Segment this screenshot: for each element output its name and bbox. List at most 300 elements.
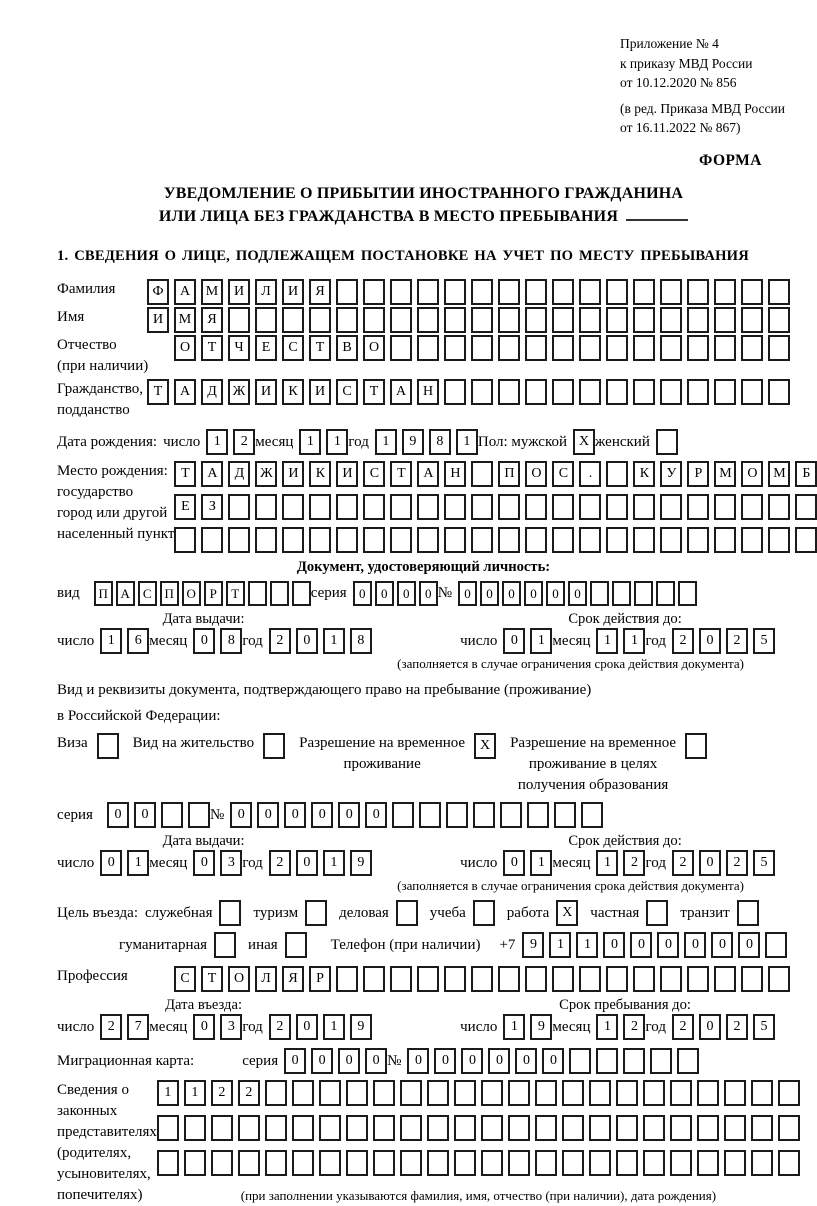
char-cell[interactable]	[157, 1115, 179, 1141]
char-cell[interactable]: А	[174, 279, 196, 305]
char-cell[interactable]	[633, 527, 655, 553]
char-cell[interactable]: Я	[201, 307, 223, 333]
char-cell[interactable]	[454, 1150, 476, 1176]
char-cell[interactable]: 1	[323, 850, 345, 876]
char-cell[interactable]	[373, 1080, 395, 1106]
char-cell[interactable]	[552, 279, 574, 305]
char-cell[interactable]	[633, 279, 655, 305]
char-cell[interactable]	[363, 307, 385, 333]
checkbox-cell[interactable]	[97, 733, 119, 759]
char-cell[interactable]	[471, 379, 493, 405]
char-cell[interactable]	[309, 307, 331, 333]
checkbox-cell[interactable]: X	[556, 900, 578, 926]
char-cell[interactable]	[309, 527, 331, 553]
char-cell[interactable]	[660, 335, 682, 361]
char-cell[interactable]	[508, 1080, 530, 1106]
char-cell[interactable]	[270, 581, 289, 606]
char-cell[interactable]	[446, 802, 468, 828]
char-cell[interactable]	[606, 279, 628, 305]
char-cell[interactable]	[778, 1150, 800, 1176]
char-cell[interactable]	[670, 1150, 692, 1176]
char-cell[interactable]: 1	[157, 1080, 179, 1106]
char-cell[interactable]	[741, 307, 763, 333]
char-cell[interactable]	[498, 379, 520, 405]
char-cell[interactable]	[238, 1115, 260, 1141]
char-cell[interactable]: 0	[480, 581, 499, 606]
char-cell[interactable]	[346, 1080, 368, 1106]
char-cell[interactable]: Н	[444, 461, 466, 487]
char-cell[interactable]	[471, 461, 493, 487]
char-cell[interactable]	[741, 279, 763, 305]
char-cell[interactable]	[471, 527, 493, 553]
char-cell[interactable]	[292, 1150, 314, 1176]
char-cell[interactable]: 0	[296, 850, 318, 876]
char-cell[interactable]: 8	[350, 628, 372, 654]
char-cell[interactable]: А	[201, 461, 223, 487]
char-cell[interactable]: 1	[326, 429, 348, 455]
char-cell[interactable]	[552, 527, 574, 553]
char-cell[interactable]	[633, 379, 655, 405]
char-cell[interactable]: М	[768, 461, 790, 487]
char-cell[interactable]	[590, 581, 609, 606]
char-cell[interactable]	[525, 335, 547, 361]
char-cell[interactable]: 0	[699, 628, 721, 654]
char-cell[interactable]	[336, 307, 358, 333]
char-cell[interactable]	[201, 527, 223, 553]
char-cell[interactable]: 1	[375, 429, 397, 455]
char-cell[interactable]	[392, 802, 414, 828]
char-cell[interactable]: Д	[201, 379, 223, 405]
char-cell[interactable]	[309, 494, 331, 520]
char-cell[interactable]	[400, 1115, 422, 1141]
char-cell[interactable]: П	[160, 581, 179, 606]
char-cell[interactable]: 0	[502, 581, 521, 606]
char-cell[interactable]	[741, 966, 763, 992]
char-cell[interactable]	[444, 494, 466, 520]
char-cell[interactable]: Ж	[255, 461, 277, 487]
char-cell[interactable]	[606, 494, 628, 520]
char-cell[interactable]	[643, 1080, 665, 1106]
char-cell[interactable]: М	[174, 307, 196, 333]
char-cell[interactable]	[535, 1115, 557, 1141]
char-cell[interactable]: 1	[184, 1080, 206, 1106]
char-cell[interactable]	[525, 279, 547, 305]
char-cell[interactable]	[481, 1115, 503, 1141]
char-cell[interactable]	[471, 307, 493, 333]
char-cell[interactable]	[500, 802, 522, 828]
char-cell[interactable]	[606, 461, 628, 487]
char-cell[interactable]: И	[147, 307, 169, 333]
char-cell[interactable]	[660, 307, 682, 333]
char-cell[interactable]: 0	[134, 802, 156, 828]
char-cell[interactable]	[633, 966, 655, 992]
char-cell[interactable]: К	[309, 461, 331, 487]
char-cell[interactable]: .	[579, 461, 601, 487]
char-cell[interactable]: 1	[549, 932, 571, 958]
char-cell[interactable]: 1	[100, 628, 122, 654]
char-cell[interactable]	[633, 335, 655, 361]
char-cell[interactable]: Ч	[228, 335, 250, 361]
char-cell[interactable]	[417, 527, 439, 553]
char-cell[interactable]	[778, 1080, 800, 1106]
char-cell[interactable]	[390, 279, 412, 305]
char-cell[interactable]	[678, 581, 697, 606]
char-cell[interactable]: Ж	[228, 379, 250, 405]
char-cell[interactable]: 2	[238, 1080, 260, 1106]
checkbox-cell[interactable]	[285, 932, 307, 958]
char-cell[interactable]: 1	[127, 850, 149, 876]
char-cell[interactable]: З	[201, 494, 223, 520]
char-cell[interactable]	[336, 966, 358, 992]
char-cell[interactable]	[471, 279, 493, 305]
char-cell[interactable]	[606, 307, 628, 333]
char-cell[interactable]	[292, 581, 311, 606]
char-cell[interactable]: 0	[107, 802, 129, 828]
char-cell[interactable]	[454, 1115, 476, 1141]
char-cell[interactable]	[498, 494, 520, 520]
char-cell[interactable]	[552, 335, 574, 361]
checkbox-cell[interactable]	[685, 733, 707, 759]
char-cell[interactable]	[660, 494, 682, 520]
char-cell[interactable]: Р	[687, 461, 709, 487]
char-cell[interactable]	[552, 494, 574, 520]
char-cell[interactable]	[741, 379, 763, 405]
char-cell[interactable]	[751, 1080, 773, 1106]
char-cell[interactable]: К	[282, 379, 304, 405]
char-cell[interactable]: 0	[375, 581, 394, 606]
char-cell[interactable]	[714, 379, 736, 405]
checkbox-cell[interactable]	[219, 900, 241, 926]
char-cell[interactable]	[255, 494, 277, 520]
char-cell[interactable]: 0	[515, 1048, 537, 1074]
char-cell[interactable]: 3	[220, 850, 242, 876]
char-cell[interactable]: 0	[365, 1048, 387, 1074]
char-cell[interactable]: 0	[284, 1048, 306, 1074]
char-cell[interactable]: 0	[284, 802, 306, 828]
char-cell[interactable]	[697, 1115, 719, 1141]
char-cell[interactable]: С	[138, 581, 157, 606]
char-cell[interactable]	[579, 335, 601, 361]
char-cell[interactable]	[616, 1115, 638, 1141]
char-cell[interactable]	[552, 379, 574, 405]
char-cell[interactable]: Ф	[147, 279, 169, 305]
char-cell[interactable]: 1	[596, 628, 618, 654]
char-cell[interactable]	[596, 1048, 618, 1074]
char-cell[interactable]: Л	[255, 966, 277, 992]
char-cell[interactable]	[188, 802, 210, 828]
char-cell[interactable]	[228, 494, 250, 520]
char-cell[interactable]	[670, 1115, 692, 1141]
char-cell[interactable]	[714, 966, 736, 992]
char-cell[interactable]: М	[201, 279, 223, 305]
char-cell[interactable]: 2	[623, 850, 645, 876]
char-cell[interactable]: Т	[174, 461, 196, 487]
char-cell[interactable]	[741, 335, 763, 361]
char-cell[interactable]	[768, 494, 790, 520]
char-cell[interactable]: А	[174, 379, 196, 405]
char-cell[interactable]	[292, 1080, 314, 1106]
char-cell[interactable]: 0	[311, 1048, 333, 1074]
char-cell[interactable]: 2	[269, 1014, 291, 1040]
char-cell[interactable]: 1	[530, 850, 552, 876]
char-cell[interactable]: 0	[365, 802, 387, 828]
char-cell[interactable]: 0	[193, 628, 215, 654]
char-cell[interactable]	[265, 1150, 287, 1176]
char-cell[interactable]: И	[282, 461, 304, 487]
char-cell[interactable]	[623, 1048, 645, 1074]
char-cell[interactable]	[751, 1150, 773, 1176]
char-cell[interactable]	[768, 379, 790, 405]
char-cell[interactable]	[795, 494, 817, 520]
char-cell[interactable]	[643, 1115, 665, 1141]
char-cell[interactable]	[633, 494, 655, 520]
char-cell[interactable]: 2	[672, 628, 694, 654]
char-cell[interactable]	[525, 379, 547, 405]
char-cell[interactable]	[400, 1080, 422, 1106]
char-cell[interactable]	[363, 966, 385, 992]
char-cell[interactable]	[419, 802, 441, 828]
char-cell[interactable]	[765, 932, 787, 958]
char-cell[interactable]	[579, 379, 601, 405]
char-cell[interactable]	[265, 1115, 287, 1141]
char-cell[interactable]: 0	[230, 802, 252, 828]
char-cell[interactable]	[417, 966, 439, 992]
char-cell[interactable]: К	[633, 461, 655, 487]
char-cell[interactable]	[481, 1150, 503, 1176]
char-cell[interactable]: 9	[522, 932, 544, 958]
char-cell[interactable]	[282, 494, 304, 520]
char-cell[interactable]: 0	[419, 581, 438, 606]
char-cell[interactable]	[535, 1080, 557, 1106]
char-cell[interactable]: О	[182, 581, 201, 606]
char-cell[interactable]	[336, 494, 358, 520]
char-cell[interactable]	[417, 494, 439, 520]
char-cell[interactable]: 7	[127, 1014, 149, 1040]
char-cell[interactable]	[687, 379, 709, 405]
char-cell[interactable]	[643, 1150, 665, 1176]
char-cell[interactable]	[363, 279, 385, 305]
char-cell[interactable]: 0	[338, 802, 360, 828]
char-cell[interactable]	[454, 1080, 476, 1106]
char-cell[interactable]	[650, 1048, 672, 1074]
char-cell[interactable]	[444, 279, 466, 305]
char-cell[interactable]: О	[363, 335, 385, 361]
char-cell[interactable]: П	[94, 581, 113, 606]
char-cell[interactable]: 1	[623, 628, 645, 654]
char-cell[interactable]	[606, 527, 628, 553]
char-cell[interactable]	[498, 966, 520, 992]
char-cell[interactable]	[714, 279, 736, 305]
char-cell[interactable]: О	[525, 461, 547, 487]
char-cell[interactable]	[319, 1080, 341, 1106]
char-cell[interactable]	[417, 335, 439, 361]
char-cell[interactable]: 0	[738, 932, 760, 958]
char-cell[interactable]: 5	[753, 628, 775, 654]
char-cell[interactable]	[616, 1150, 638, 1176]
checkbox-cell[interactable]	[263, 733, 285, 759]
char-cell[interactable]: 1	[299, 429, 321, 455]
char-cell[interactable]	[579, 494, 601, 520]
char-cell[interactable]	[687, 335, 709, 361]
char-cell[interactable]: О	[228, 966, 250, 992]
char-cell[interactable]	[741, 494, 763, 520]
char-cell[interactable]	[527, 802, 549, 828]
char-cell[interactable]	[498, 307, 520, 333]
char-cell[interactable]	[444, 307, 466, 333]
char-cell[interactable]	[390, 966, 412, 992]
char-cell[interactable]	[606, 335, 628, 361]
char-cell[interactable]: Е	[174, 494, 196, 520]
char-cell[interactable]: 0	[630, 932, 652, 958]
char-cell[interactable]: Д	[228, 461, 250, 487]
char-cell[interactable]	[714, 494, 736, 520]
char-cell[interactable]	[319, 1115, 341, 1141]
char-cell[interactable]	[282, 307, 304, 333]
char-cell[interactable]: 2	[726, 628, 748, 654]
char-cell[interactable]: О	[174, 335, 196, 361]
char-cell[interactable]	[427, 1150, 449, 1176]
char-cell[interactable]: И	[336, 461, 358, 487]
char-cell[interactable]: 2	[233, 429, 255, 455]
char-cell[interactable]: 2	[623, 1014, 645, 1040]
checkbox-cell[interactable]	[214, 932, 236, 958]
char-cell[interactable]: Т	[363, 379, 385, 405]
char-cell[interactable]	[562, 1080, 584, 1106]
char-cell[interactable]: И	[282, 279, 304, 305]
char-cell[interactable]	[768, 335, 790, 361]
char-cell[interactable]	[174, 527, 196, 553]
char-cell[interactable]: 0	[524, 581, 543, 606]
char-cell[interactable]	[373, 1150, 395, 1176]
char-cell[interactable]: 0	[193, 1014, 215, 1040]
char-cell[interactable]: 0	[503, 850, 525, 876]
char-cell[interactable]: 0	[684, 932, 706, 958]
char-cell[interactable]: 0	[257, 802, 279, 828]
char-cell[interactable]: 2	[726, 1014, 748, 1040]
char-cell[interactable]: 0	[603, 932, 625, 958]
char-cell[interactable]	[525, 307, 547, 333]
char-cell[interactable]	[417, 279, 439, 305]
checkbox-cell[interactable]	[305, 900, 327, 926]
char-cell[interactable]	[579, 279, 601, 305]
char-cell[interactable]	[444, 527, 466, 553]
char-cell[interactable]: 2	[726, 850, 748, 876]
char-cell[interactable]: Я	[282, 966, 304, 992]
char-cell[interactable]	[724, 1115, 746, 1141]
char-cell[interactable]: Е	[255, 335, 277, 361]
char-cell[interactable]: М	[714, 461, 736, 487]
char-cell[interactable]: 0	[434, 1048, 456, 1074]
char-cell[interactable]	[265, 1080, 287, 1106]
char-cell[interactable]	[554, 802, 576, 828]
char-cell[interactable]: С	[174, 966, 196, 992]
char-cell[interactable]: 2	[672, 850, 694, 876]
char-cell[interactable]	[714, 307, 736, 333]
checkbox-cell[interactable]	[396, 900, 418, 926]
char-cell[interactable]	[768, 279, 790, 305]
char-cell[interactable]: 5	[753, 850, 775, 876]
char-cell[interactable]	[427, 1080, 449, 1106]
char-cell[interactable]	[606, 379, 628, 405]
checkbox-cell[interactable]	[473, 900, 495, 926]
char-cell[interactable]	[184, 1150, 206, 1176]
char-cell[interactable]: А	[417, 461, 439, 487]
char-cell[interactable]: 2	[211, 1080, 233, 1106]
char-cell[interactable]	[687, 494, 709, 520]
char-cell[interactable]: Б	[795, 461, 817, 487]
char-cell[interactable]	[687, 279, 709, 305]
char-cell[interactable]	[255, 307, 277, 333]
char-cell[interactable]	[157, 1150, 179, 1176]
char-cell[interactable]: 2	[100, 1014, 122, 1040]
char-cell[interactable]	[238, 1150, 260, 1176]
char-cell[interactable]: 0	[488, 1048, 510, 1074]
char-cell[interactable]	[724, 1080, 746, 1106]
char-cell[interactable]	[562, 1115, 584, 1141]
char-cell[interactable]	[656, 581, 675, 606]
char-cell[interactable]	[525, 527, 547, 553]
char-cell[interactable]: Л	[255, 279, 277, 305]
char-cell[interactable]	[444, 966, 466, 992]
char-cell[interactable]	[481, 1080, 503, 1106]
char-cell[interactable]: 2	[269, 850, 291, 876]
char-cell[interactable]: 0	[699, 1014, 721, 1040]
char-cell[interactable]	[498, 527, 520, 553]
char-cell[interactable]: Т	[201, 335, 223, 361]
char-cell[interactable]	[634, 581, 653, 606]
char-cell[interactable]	[535, 1150, 557, 1176]
char-cell[interactable]	[687, 966, 709, 992]
char-cell[interactable]	[525, 494, 547, 520]
char-cell[interactable]	[677, 1048, 699, 1074]
char-cell[interactable]	[589, 1080, 611, 1106]
char-cell[interactable]: 0	[461, 1048, 483, 1074]
char-cell[interactable]	[400, 1150, 422, 1176]
char-cell[interactable]	[687, 527, 709, 553]
char-cell[interactable]	[795, 527, 817, 553]
char-cell[interactable]: Н	[417, 379, 439, 405]
char-cell[interactable]: 2	[269, 628, 291, 654]
char-cell[interactable]	[346, 1115, 368, 1141]
char-cell[interactable]	[508, 1115, 530, 1141]
char-cell[interactable]	[741, 527, 763, 553]
char-cell[interactable]	[390, 494, 412, 520]
char-cell[interactable]	[390, 307, 412, 333]
char-cell[interactable]	[417, 307, 439, 333]
char-cell[interactable]	[363, 494, 385, 520]
char-cell[interactable]: Т	[390, 461, 412, 487]
char-cell[interactable]: 1	[530, 628, 552, 654]
char-cell[interactable]	[336, 279, 358, 305]
char-cell[interactable]	[444, 335, 466, 361]
char-cell[interactable]: 9	[350, 1014, 372, 1040]
checkbox-cell[interactable]	[656, 429, 678, 455]
char-cell[interactable]: 0	[407, 1048, 429, 1074]
char-cell[interactable]: 0	[503, 628, 525, 654]
char-cell[interactable]	[471, 494, 493, 520]
char-cell[interactable]	[768, 307, 790, 333]
char-cell[interactable]	[336, 527, 358, 553]
char-cell[interactable]: В	[336, 335, 358, 361]
char-cell[interactable]	[562, 1150, 584, 1176]
char-cell[interactable]	[581, 802, 603, 828]
char-cell[interactable]	[390, 527, 412, 553]
char-cell[interactable]: 8	[429, 429, 451, 455]
char-cell[interactable]: 1	[596, 850, 618, 876]
char-cell[interactable]	[612, 581, 631, 606]
char-cell[interactable]: 0	[546, 581, 565, 606]
char-cell[interactable]: 1	[503, 1014, 525, 1040]
